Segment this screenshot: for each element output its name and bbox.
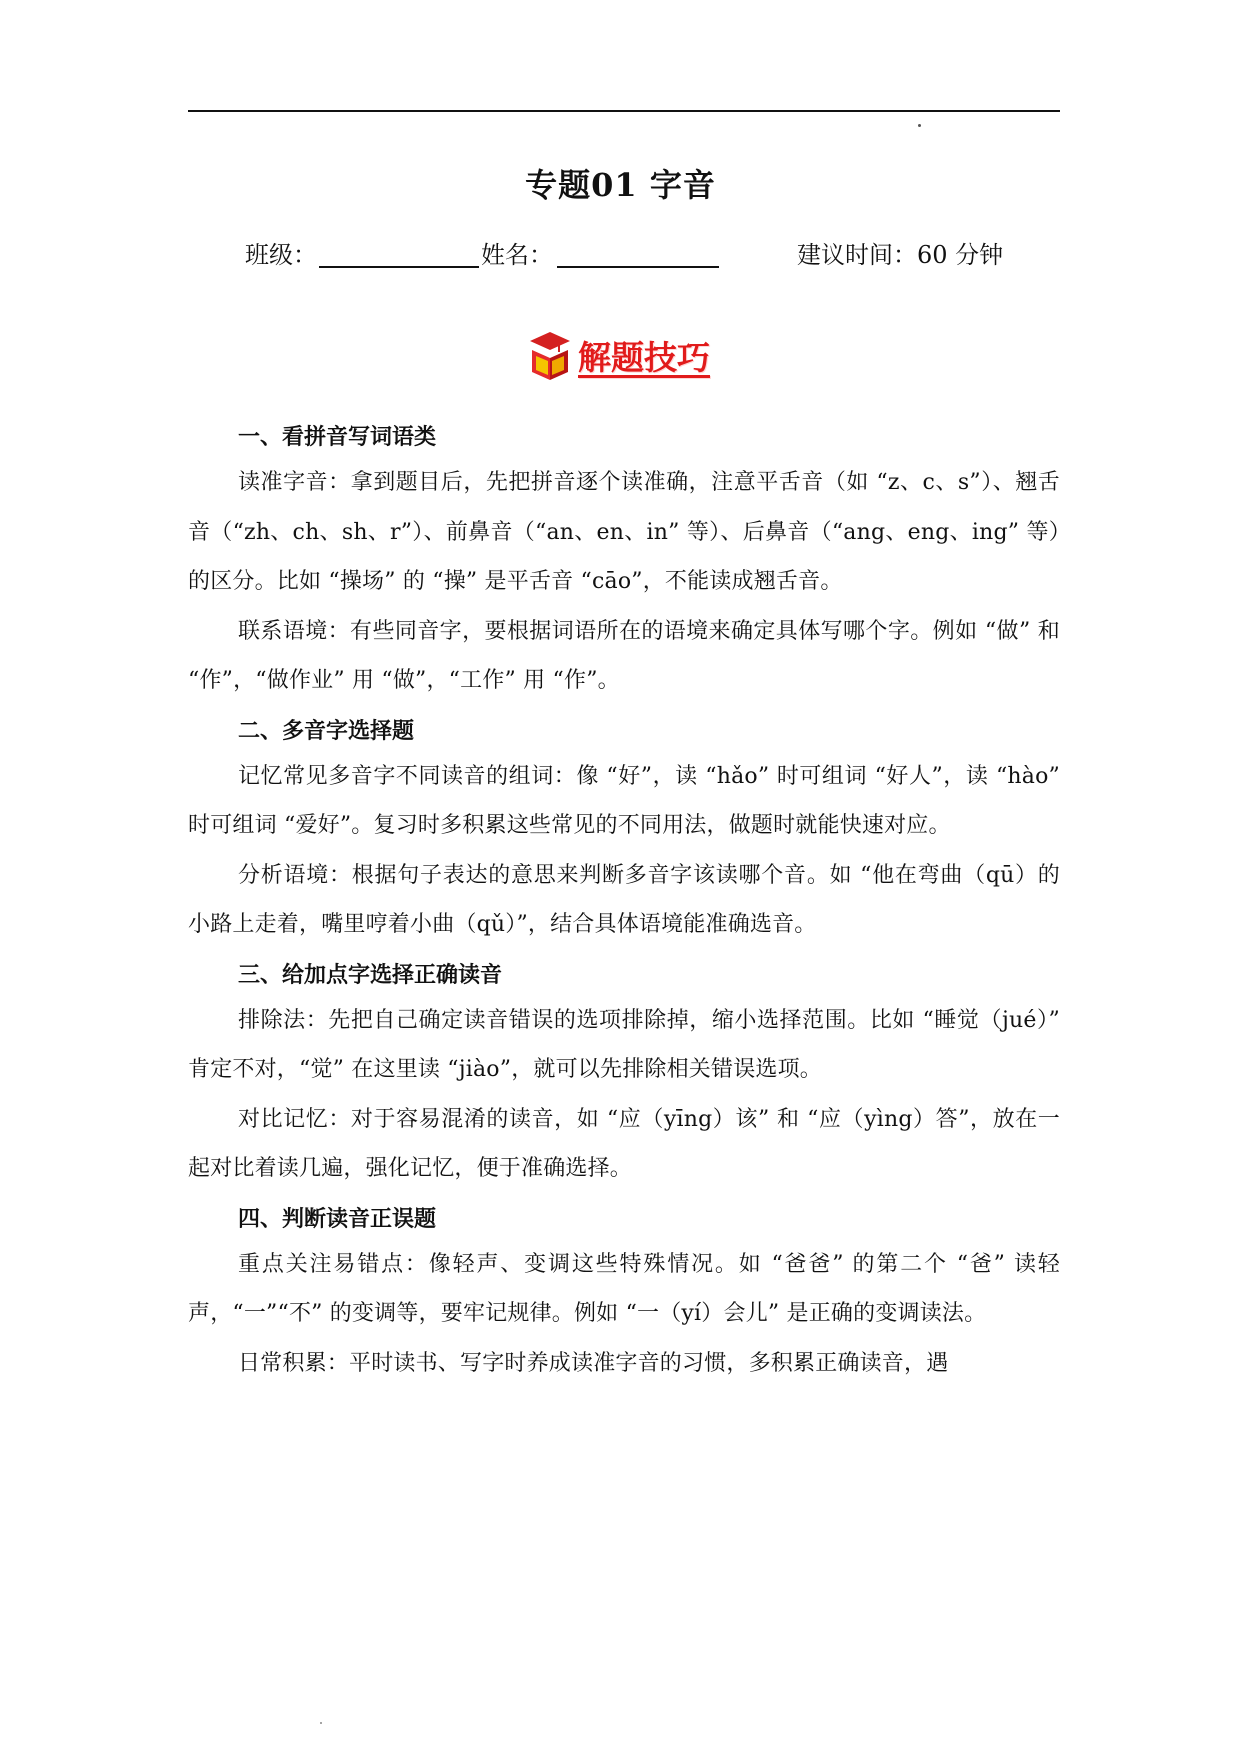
header-rule bbox=[188, 110, 1060, 112]
paragraph: 记忆常见多音字不同读音的组词：像 “好”，读 “hǎo” 时可组词 “好人”，读 “hào” 时可组词 “爱好”。复习时多积累这些常见的不同用法，做题时就能快速对应。 bbox=[188, 763, 1060, 838]
name-blank[interactable] bbox=[557, 266, 719, 268]
class-label: 班级： bbox=[245, 241, 317, 269]
paragraph: 日常积累：平时读书、写字时养成读准字音的习惯，多积累正确读音，遇 bbox=[238, 1350, 949, 1376]
class-blank[interactable] bbox=[319, 266, 479, 268]
section-heading: 二、多音字选择题 bbox=[238, 718, 415, 744]
page-title: 专题01 字音 bbox=[525, 166, 716, 204]
paragraph: 分析语境：根据句子表达的意思来判断多音字该读哪个音。如 “他在弯曲（qū）的小路上走着，嘴里哼着小曲（qǔ）”，结合具体语境能准确选音。 bbox=[188, 862, 1060, 937]
header-dot bbox=[918, 124, 921, 127]
paragraph: 排除法：先把自己确定读音错误的选项排除掉，缩小选择范围。比如 “睡觉（jué）” 肯定不对，“觉” 在这里读 “jiào”，就可以先排除相关错误选项。 bbox=[188, 1007, 1060, 1082]
paragraph: 读准字音：拿到题目后，先把拼音逐个读准确，注意平舌音（如 “z、c、s”）、翘舌音（“zh、ch、sh、r”）、前鼻音（“an、en、in” 等）、后鼻音（“ang、eng、ing” 等）的区分。比如 “操场” 的 “操” 是平舌音 “cāo”，不能读成翘舌音。 bbox=[188, 470, 1060, 594]
paragraph: 重点关注易错点：像轻声、变调这些特殊情况。如 “爸爸” 的第二个 “爸” 读轻声，“一”“不” 的变调等，要牢记规律。例如 “一（yí）会儿” 是正确的变调读法。 bbox=[188, 1251, 1060, 1326]
paragraph: 对比记忆：对于容易混淆的读音，如 “应（yīng）该” 和 “应（yìng）答”，放在一起对比着读几遍，强化记忆，便于准确选择。 bbox=[188, 1106, 1060, 1181]
book-graduation-cap-icon bbox=[528, 330, 572, 382]
section-heading: 三、给加点字选择正确读音 bbox=[238, 962, 503, 988]
tips-banner-title: 解题技巧 bbox=[578, 338, 710, 377]
section-heading: 一、看拼音写词语类 bbox=[238, 425, 437, 450]
section-heading: 四、判断读音正误题 bbox=[238, 1206, 437, 1232]
footer-dot bbox=[320, 1722, 322, 1724]
paragraph: 联系语境：有些同音字，要根据词语所在的语境来确定具体写哪个字。例如 “做” 和 “作”，“做作业” 用 “做”，“工作” 用 “作”。 bbox=[188, 618, 1060, 693]
tips-content bbox=[188, 412, 1060, 1388]
name-label: 姓名： bbox=[481, 241, 553, 269]
suggested-time: 建议时间：60 分钟 bbox=[797, 241, 1004, 269]
